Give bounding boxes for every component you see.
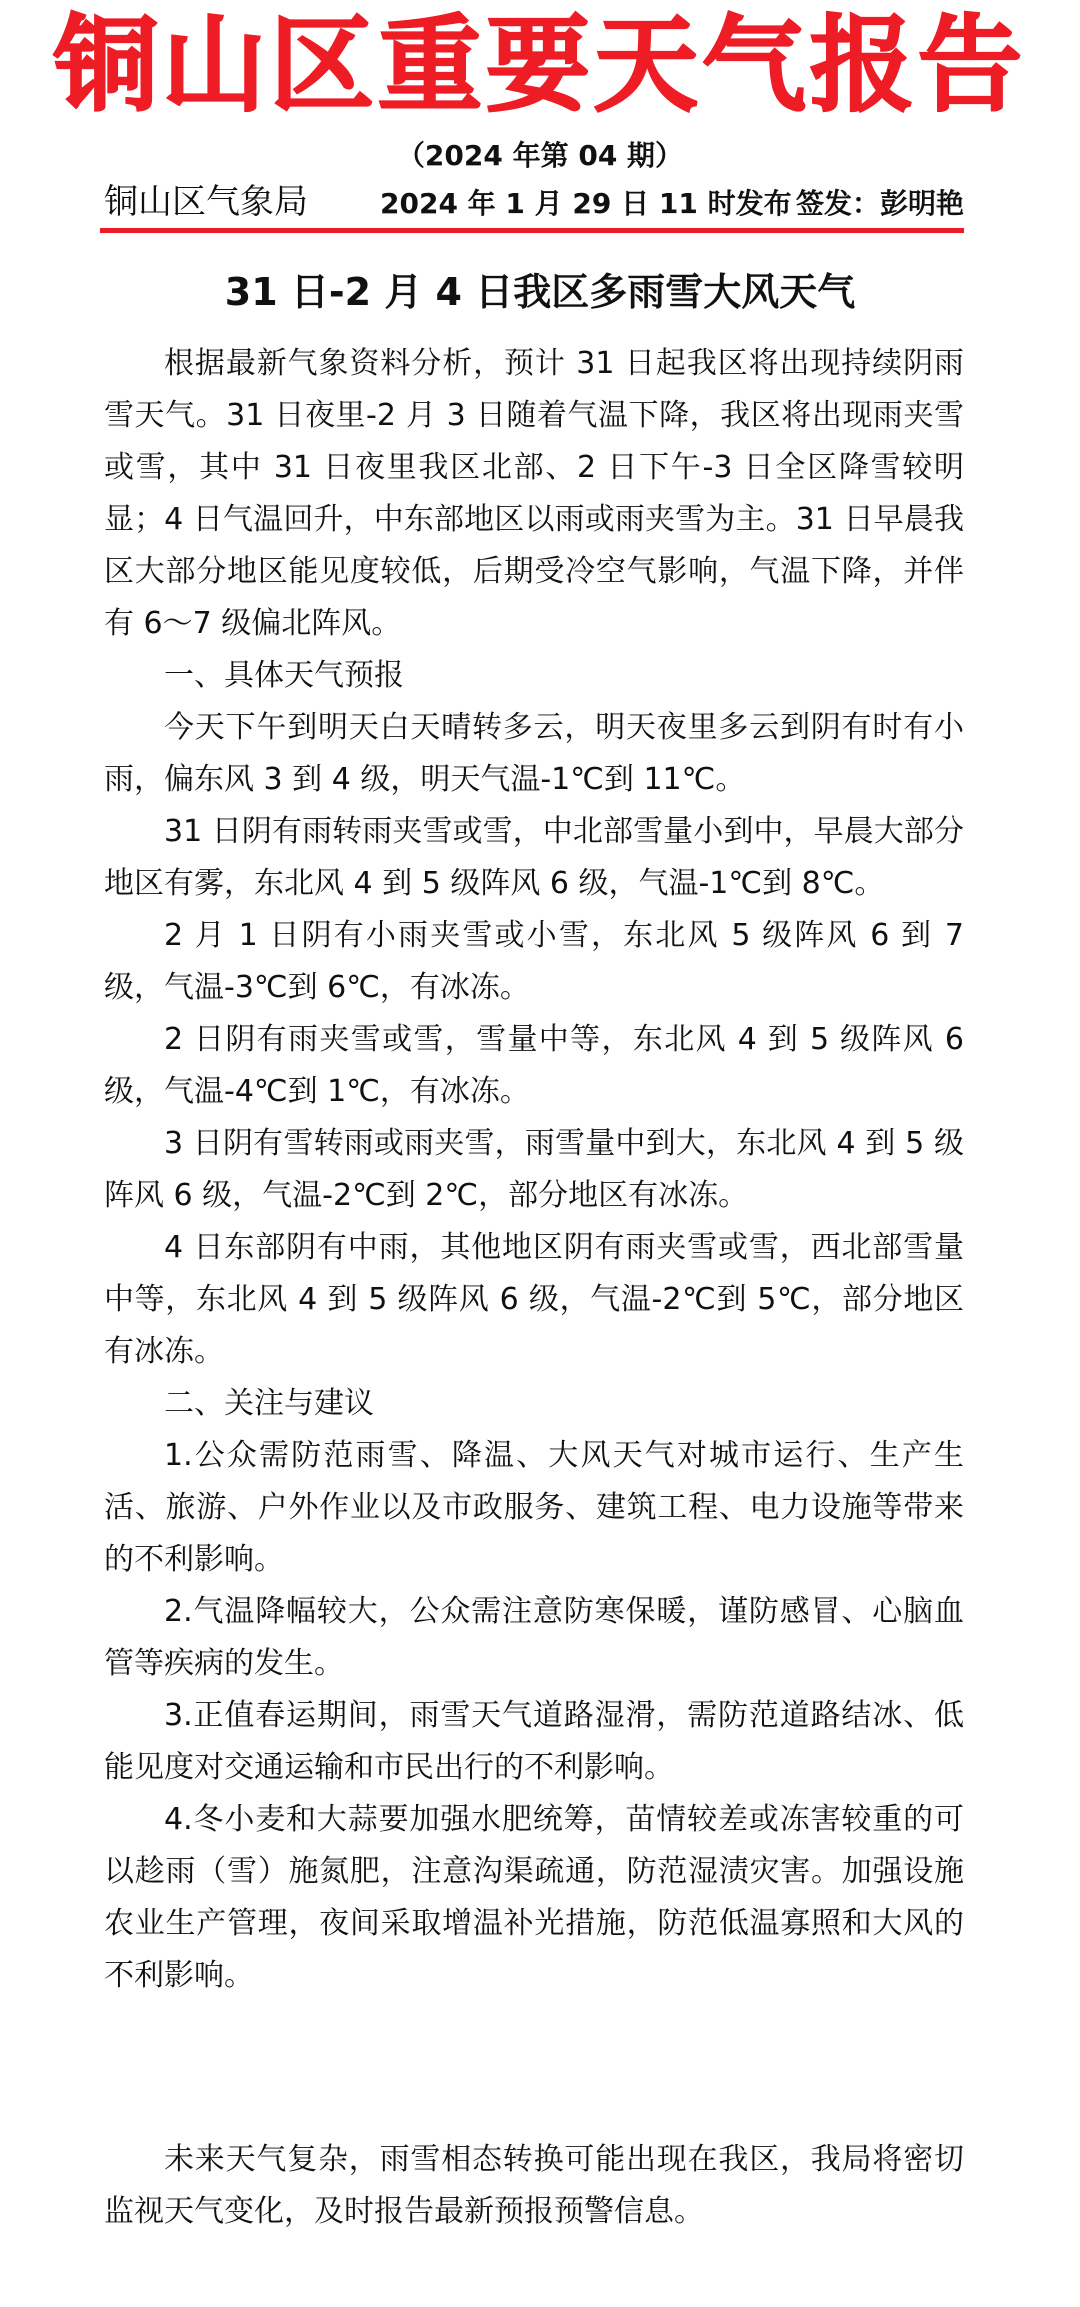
- advice-paragraph: 3.正值春运期间，雨雪天气道路湿滑，需防范道路结冰、低能见度对交通运输和市民出行的不利影响。: [104, 1698, 964, 1785]
- forecast-paragraph: 今天下午到明天白天晴转多云，明天夜里多云到阴有时有小雨，偏东风 3 到 4 级，明天气温-1℃到 11℃。: [104, 710, 964, 797]
- masthead-title: 铜山区重要天气报告: [53, 4, 1026, 126]
- section-heading-forecast: 一、具体天气预报: [164, 658, 404, 693]
- intro-paragraph: 根据最新气象资料分析，预计 31 日起我区将出现持续阴雨雪天气。31 日夜里-2 月 3 日随着气温下降，我区将出现雨夹雪或雪，其中 31 日夜里我区北部、2 日下午-3 日全区降雪较明显；4 日气温回升，中东部地区以雨或雨夹雪为主。31 日早晨我区大部分地区能见度较低，后期受冷空气影响，气温下降，并伴有 6～7 级偏北阵风。: [104, 346, 964, 641]
- report-headline: 31 日-2 月 4 日我区多雨雪大风天气: [224, 270, 856, 314]
- issue-number: （2024 年第 04 期）: [396, 139, 684, 172]
- section-heading-advice: 二、关注与建议: [164, 1386, 374, 1421]
- advice-paragraph: 4.冬小麦和大蒜要加强水肥统筹，苗情较差或冻害较重的可以趁雨（雪）施氮肥，注意沟渠疏通，防范湿渍灾害。加强设施农业生产管理，夜间采取增温补光措施，防范低温寡照和大风的不利影响。: [104, 1802, 964, 1993]
- signer: 签发：彭明艳: [795, 187, 964, 220]
- issuer-line: [104, 178, 964, 226]
- red-divider: [100, 228, 964, 233]
- advice-paragraph: 2.气温降幅较大，公众需注意防寒保暖，谨防感冒、心脑血管等疾病的发生。: [104, 1594, 964, 1681]
- forecast-paragraph: 4 日东部阴有中雨，其他地区阴有雨夹雪或雪，西北部雪量中等，东北风 4 到 5 级阵风 6 级，气温-2℃到 5℃，部分地区有冰冻。: [104, 1230, 964, 1369]
- advice-paragraph: 1.公众需防范雨雪、降温、大风天气对城市运行、生产生活、旅游、户外作业以及市政服务、建筑工程、电力设施等带来的不利影响。: [104, 1438, 964, 1577]
- report-body: [104, 338, 964, 2002]
- closing-section: [104, 2134, 964, 2238]
- issue-date: 2024 年 1 月 29 日 11 时发布: [380, 187, 792, 220]
- forecast-paragraph: 31 日阴有雨转雨夹雪或雪，中北部雪量小到中，早晨大部分地区有雾，东北风 4 到 5 级阵风 6 级，气温-1℃到 8℃。: [104, 814, 964, 901]
- forecast-paragraph: 2 日阴有雨夹雪或雪，雪量中等，东北风 4 到 5 级阵风 6 级，气温-4℃到 1℃，有冰冻。: [104, 1022, 964, 1109]
- forecast-paragraph: 3 日阴有雪转雨或雨夹雪，雨雪量中到大，东北风 4 到 5 级阵风 6 级，气温-2℃到 2℃，部分地区有冰冻。: [104, 1126, 964, 1213]
- forecast-paragraph: 2 月 1 日阴有小雨夹雪或小雪，东北风 5 级阵风 6 到 7 级，气温-3℃到 6℃，有冰冻。: [104, 918, 964, 1005]
- masthead: [0, 0, 1080, 130]
- closing-paragraph: 未来天气复杂，雨雪相态转换可能出现在我区，我局将密切监视天气变化，及时报告最新预报预警信息。: [104, 2142, 964, 2229]
- issuer-name: 铜山区气象局: [104, 182, 308, 222]
